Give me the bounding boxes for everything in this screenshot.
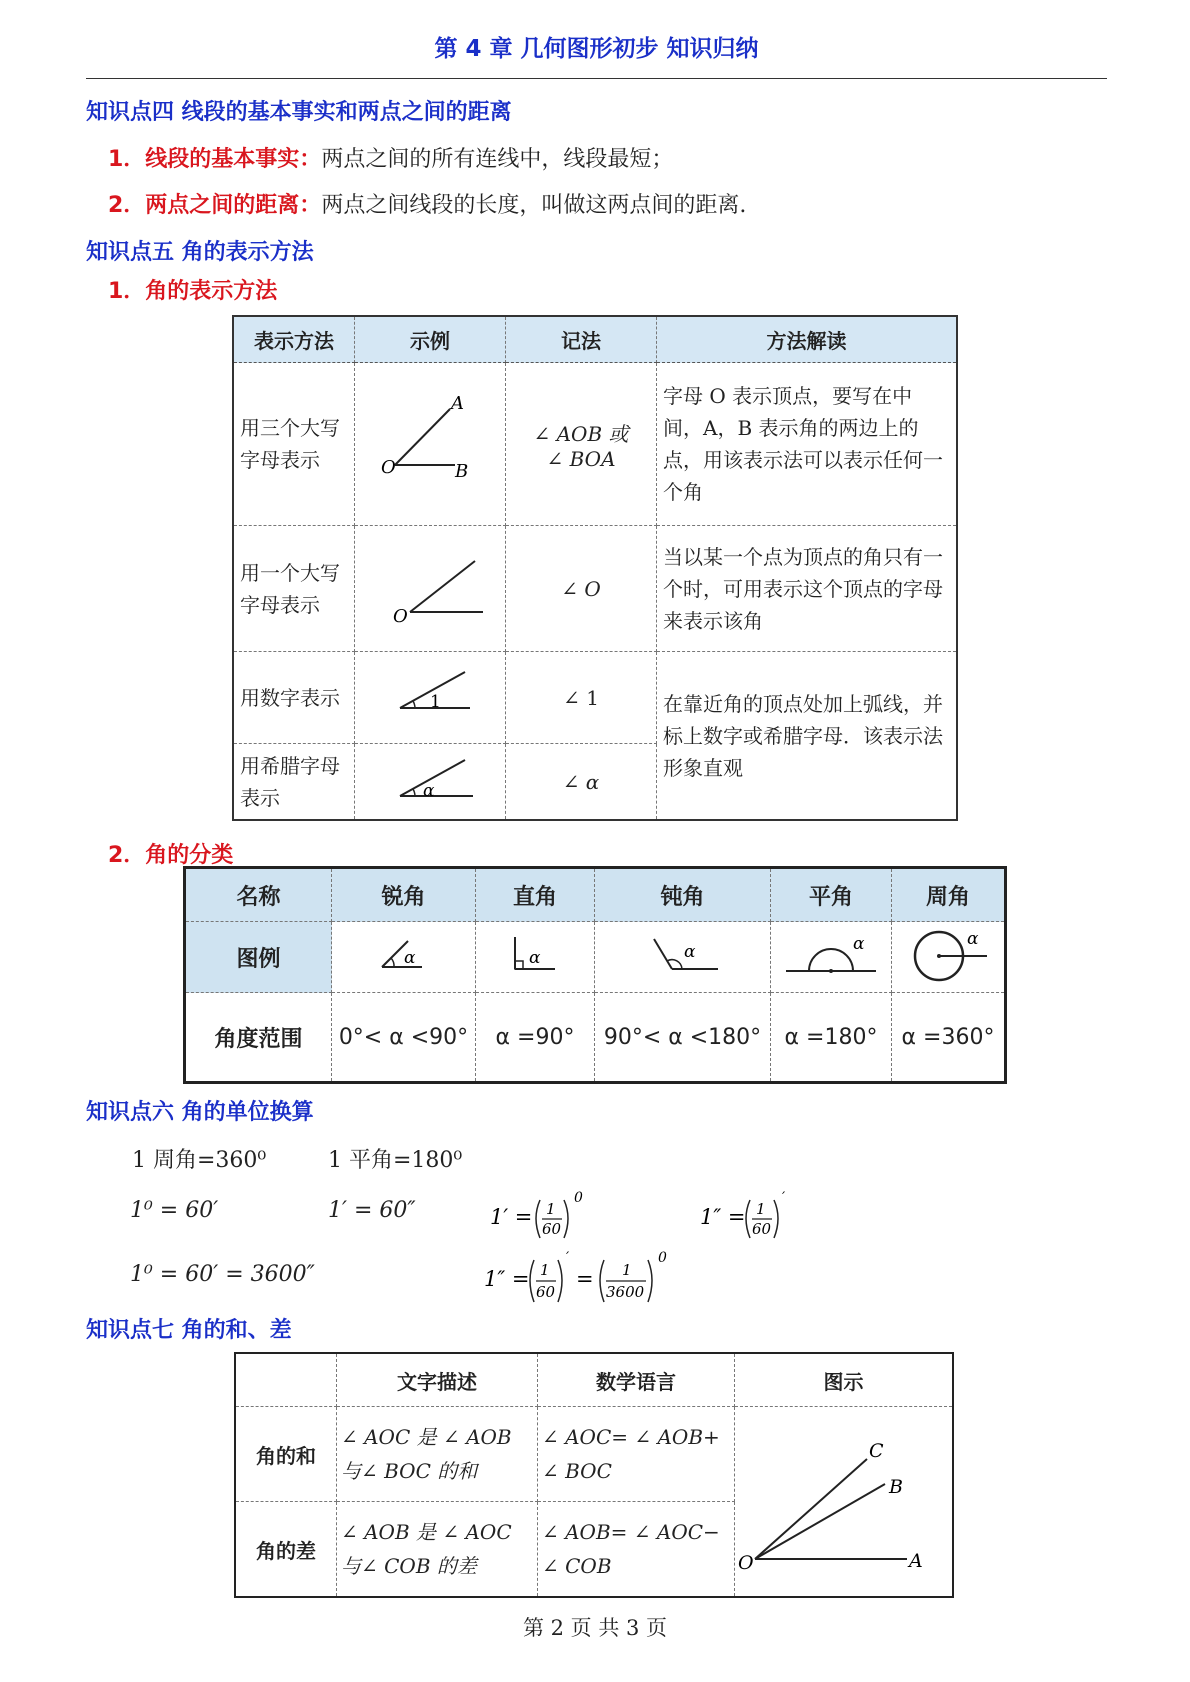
kp5-sub2: 2．角的分类 [108, 843, 234, 868]
straight-angle-conversion: 1 平角=180⁰ [328, 1148, 463, 1173]
t1-example [355, 363, 506, 526]
t1-notation: ∠ 1 [506, 652, 657, 744]
right-angle-figure [495, 929, 575, 979]
formula-lhs: 1′ = [490, 1205, 533, 1229]
label-o: O [738, 1552, 754, 1574]
degree-to-minute: 1⁰ = 60′ [130, 1198, 219, 1223]
alpha-label: α [683, 942, 695, 962]
t3-row-label: 角的和 [235, 1407, 337, 1502]
t1-notation: ∠ O [506, 526, 657, 652]
label-alpha: α [423, 781, 435, 801]
t2-name: 直角 [476, 868, 595, 922]
t2-row-label: 角度范围 [185, 993, 332, 1083]
alpha-label: α [403, 948, 415, 968]
t1-method: 用希腊字母表示 [233, 744, 355, 821]
acute-angle-figure [364, 929, 444, 979]
label-1: 1 [430, 692, 441, 712]
alpha-label: α [529, 948, 541, 968]
t3-math: ∠ AOC= ∠ AOB+ ∠ BOC [538, 1407, 735, 1502]
angle-aob-figure [355, 387, 505, 497]
superscript: ′ [566, 1250, 570, 1266]
t2-name: 锐角 [332, 868, 476, 922]
t3-row-label: 角的差 [235, 1502, 337, 1598]
formula-lhs: 1″ = [700, 1205, 746, 1229]
full-angle-conversion: 1 周角=360⁰ [132, 1148, 267, 1173]
t3-header: 文字描述 [337, 1353, 538, 1407]
t3-desc: ∠ AOC 是 ∠ AOB 与∠ BOC 的和 [337, 1407, 538, 1502]
t1-notation: ∠ AOB 或 ∠ BOA [506, 363, 657, 526]
label-b: B [889, 1476, 903, 1498]
minute-to-degree [490, 1188, 600, 1252]
kp5-heading: 知识点五 角的表示方法 [86, 240, 314, 265]
label-b: B [455, 460, 469, 482]
denominator: 60 [536, 1283, 556, 1301]
angle-notation-table [232, 315, 958, 821]
t1-header: 表示方法 [233, 316, 355, 363]
t3-figure [735, 1407, 954, 1598]
t1-method: 用数字表示 [233, 652, 355, 744]
label-a: A [909, 1550, 923, 1572]
alpha-label: α [967, 929, 979, 949]
t1-method: 用三个大写字母表示 [233, 363, 355, 526]
t1-example [355, 652, 506, 744]
t2-figure [332, 922, 476, 993]
equals: = [576, 1267, 594, 1291]
full-angle-figure [903, 926, 993, 982]
t3-math: ∠ AOB= ∠ AOC− ∠ COB [538, 1502, 735, 1598]
t2-range: 0°< α <90° [332, 993, 476, 1083]
angle-o-figure [355, 536, 505, 636]
obtuse-angle-figure [638, 929, 728, 979]
t1-header: 方法解读 [657, 316, 958, 363]
kp4-item1-text: 两点之间的所有连线中，线段最短； [321, 147, 674, 172]
superscript: ′ [782, 1190, 786, 1206]
t1-notation: ∠ α [506, 744, 657, 821]
label-o: O [393, 606, 408, 627]
angle-1-figure [355, 660, 505, 730]
t3-desc: ∠ AOB 是 ∠ AOC 与∠ COB 的差 [337, 1502, 538, 1598]
minute-to-second: 1′ = 60″ [328, 1198, 416, 1223]
angle-sum-figure [735, 1409, 945, 1589]
kp5-sub1: 1．角的表示方法 [108, 279, 278, 304]
kp4-item1-label: 1．线段的基本事实： [108, 147, 322, 172]
label-a: A [451, 392, 464, 414]
degree-to-second: 1⁰ = 60′ = 3600″ [130, 1262, 315, 1287]
page-footer: 第 2 页 共 3 页 [522, 1616, 668, 1640]
denominator: 60 [752, 1220, 772, 1238]
angle-alpha-figure [355, 744, 505, 814]
label-c: C [869, 1440, 884, 1462]
t2-range: α =90° [476, 993, 595, 1083]
t2-figure [892, 922, 1006, 993]
kp4-item2-label: 2．两点之间的距离： [108, 193, 322, 218]
t1-method: 用一个大写字母表示 [233, 526, 355, 652]
label-o: O [381, 456, 396, 478]
t3-header: 图示 [735, 1353, 954, 1407]
numerator: 1 [540, 1261, 550, 1279]
second-to-degree [484, 1246, 684, 1316]
t2-figure [476, 922, 595, 993]
numerator: 1 [622, 1261, 632, 1279]
t2-name: 平角 [771, 868, 892, 922]
t2-name: 钝角 [595, 868, 771, 922]
t2-figure [595, 922, 771, 993]
minute-to-degree-formula [490, 1188, 600, 1246]
t2-row-label: 图例 [185, 922, 332, 993]
header-rule [86, 78, 1107, 79]
kp4-item2-text: 两点之间线段的长度，叫做这两点间的距离. [321, 193, 747, 218]
t1-example [355, 744, 506, 821]
numerator: 1 [546, 1200, 556, 1218]
second-to-minute-formula [700, 1188, 810, 1246]
second-to-minute [700, 1188, 810, 1252]
t1-note: 字母 O 表示顶点，要写在中间，A，B 表示角的两边上的点，用该表示法可以表示任何一个角 [657, 363, 958, 526]
angle-sum-difference-table [234, 1352, 954, 1598]
kp7-heading: 知识点七 角的和、差 [86, 1318, 292, 1343]
denominator: 60 [542, 1220, 562, 1238]
alpha-label: α [853, 934, 865, 954]
t2-name: 周角 [892, 868, 1006, 922]
denominator: 3600 [606, 1283, 645, 1301]
superscript: 0 [658, 1250, 667, 1266]
kp6-heading: 知识点六 角的单位换算 [86, 1100, 314, 1125]
kp4-item2 [108, 188, 746, 219]
t1-note: 在靠近角的顶点处加上弧线，并标上数字或希腊字母．该表示法形象直观 [657, 652, 958, 821]
straight-angle-figure [781, 929, 881, 979]
angle-classification-table [183, 866, 1007, 1084]
t2-row-label: 名称 [185, 868, 332, 922]
t1-example [355, 526, 506, 652]
t2-range: α =180° [771, 993, 892, 1083]
formula-lhs: 1″ = [484, 1267, 530, 1291]
t1-note: 当以某一个点为顶点的角只有一个时，可用表示这个顶点的字母来表示该角 [657, 526, 958, 652]
second-to-degree-formula [484, 1246, 684, 1310]
t3-header [235, 1353, 337, 1407]
t1-header: 记法 [506, 316, 657, 363]
kp4-heading: 知识点四 线段的基本事实和两点之间的距离 [86, 100, 512, 125]
t1-header: 示例 [355, 316, 506, 363]
superscript: 0 [574, 1190, 583, 1206]
numerator: 1 [756, 1200, 766, 1218]
t2-figure [771, 922, 892, 993]
t2-range: 90°< α <180° [595, 993, 771, 1083]
t2-range: α =360° [892, 993, 1006, 1083]
page-title: 第 4 章 几何图形初步 知识归纳 [434, 36, 759, 62]
t3-header: 数学语言 [538, 1353, 735, 1407]
kp4-item1 [108, 142, 673, 173]
